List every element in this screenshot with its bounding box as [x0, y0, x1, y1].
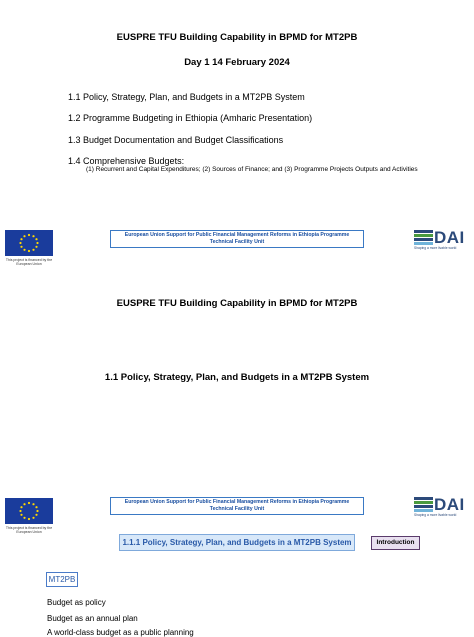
dai-logo — [414, 230, 466, 250]
agenda-subitem: (1) Recurrent and Capital Expenditures; (2) Sources of Finance; and (3) Programme Projects Outputs and Activities — [86, 166, 418, 173]
body-line-3: A world-class budget as a public planning — [47, 628, 194, 637]
introduction-tag: Introduction — [371, 536, 420, 550]
mt2pb-label: MT2PB — [46, 572, 78, 587]
body-line-1: Budget as policy — [47, 598, 106, 607]
dai-wordmark: DAI — [434, 495, 465, 514]
banner-line-1: European Union Support for Public Financial Management Reforms in Ethiopia Programme — [124, 232, 350, 238]
dai-tagline: Shaping a more livable world — [414, 513, 457, 517]
agenda-item-2: 1.2 Programme Budgeting in Ethiopia (Amharic Presentation) — [68, 113, 313, 123]
slide2-section-title: 1.1 Policy, Strategy, Plan, and Budgets in a MT2PB System — [104, 372, 370, 383]
program-banner-2 — [110, 497, 364, 515]
eu-flag-logo-2 — [5, 498, 53, 524]
slide1-subtitle: Day 1 14 February 2024 — [184, 57, 290, 68]
dai-wordmark: DAI — [434, 228, 465, 247]
agenda-item-1: 1.1 Policy, Strategy, Plan, and Budgets in a MT2PB System — [68, 92, 305, 102]
eu-caption: This project is financed by the European Union — [5, 258, 53, 266]
banner-line-2: Technical Facility Unit — [209, 239, 265, 245]
body-line-2: Budget as an annual plan — [47, 614, 138, 623]
program-banner — [110, 230, 364, 248]
dai-bars-icon — [414, 230, 433, 245]
slide2-title: EUSPRE TFU Building Capability in BPMD for MT2PB — [116, 298, 358, 309]
banner-line-1: European Union Support for Public Financial Management Reforms in Ethiopia Programme — [124, 499, 350, 505]
eu-stars-icon — [5, 230, 53, 256]
dai-tagline: Shaping a more livable world — [414, 246, 457, 250]
section-heading-box: 1.1.1 Policy, Strategy, Plan, and Budgets in a MT2PB System — [119, 534, 355, 551]
eu-flag-logo — [5, 230, 53, 256]
banner-line-2: Technical Facility Unit — [209, 506, 265, 512]
eu-stars-icon — [5, 498, 53, 524]
dai-logo-2 — [414, 497, 466, 517]
agenda-item-3: 1.3 Budget Documentation and Budget Classifications — [68, 135, 284, 145]
eu-caption-2: This project is financed by the European Union — [5, 526, 53, 534]
dai-bars-icon — [414, 497, 433, 512]
slide1-title: EUSPRE TFU Building Capability in BPMD for MT2PB — [116, 32, 358, 43]
agenda-item-4: 1.4 Comprehensive Budgets: — [68, 156, 185, 166]
